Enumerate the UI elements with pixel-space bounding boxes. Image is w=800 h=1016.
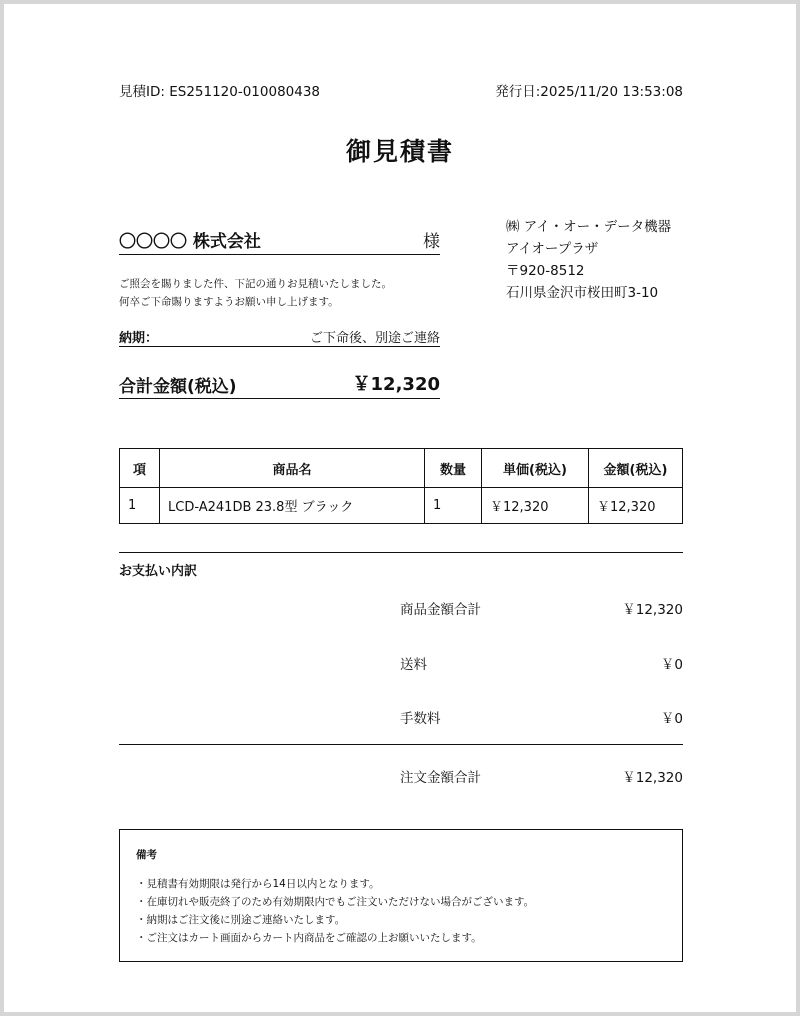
table-header-row	[120, 449, 683, 488]
greeting-line: 何卒ご下命賜りますようお願い申し上げます。	[119, 296, 339, 308]
col-header-index: 項	[120, 449, 160, 488]
customer-honorific: 様	[423, 232, 440, 252]
items-table	[119, 448, 683, 524]
seller-postal: 〒920-8512	[506, 263, 585, 279]
delivery-value: ご下命後、別途ご連絡	[309, 331, 440, 346]
payment-bottom-divider	[119, 744, 683, 745]
document-title: 御見積書	[345, 137, 454, 166]
table-row	[120, 488, 683, 524]
note-item: ・在庫切れや販売終了のため有効期限内でもご注文いただけない場合がございます。	[136, 896, 535, 908]
estimate-id: 見積ID: ES251120-010080438	[119, 84, 321, 100]
seller-store: アイオープラザ	[506, 241, 599, 257]
seller-info	[506, 216, 671, 304]
total-amount-value: ￥12,320	[352, 374, 440, 395]
payment-top-divider	[119, 552, 683, 553]
order-total-label: 注文金額合計	[400, 770, 481, 786]
col-header-unit-price: 単価(税込)	[482, 449, 589, 488]
payment-subtotal-value: ￥12,320	[622, 602, 683, 618]
payment-fee-value: ￥0	[660, 711, 683, 727]
note-item: ・見積書有効期限は発行から14日以内となります。	[136, 878, 380, 890]
estimate-document	[4, 4, 796, 1012]
seller-company: ㈱ アイ・オー・データ機器	[506, 219, 672, 235]
seller-address: 石川県金沢市桜田町3-10	[506, 285, 659, 301]
cell-product: LCD-A241DB 23.8型 ブラック	[160, 488, 425, 524]
payment-section-label: お支払い内訳	[119, 564, 198, 579]
col-header-amount: 金額(税込)	[589, 449, 683, 488]
notes-list	[136, 875, 534, 947]
cell-amount: ￥12,320	[589, 488, 683, 524]
cell-unit-price: ￥12,320	[482, 488, 589, 524]
delivery-label: 納期：	[119, 331, 159, 346]
payment-shipping-label: 送料	[400, 657, 427, 673]
greeting-line: ご照会を賜りました件、下記の通りお見積いたしました。	[119, 278, 392, 290]
cell-quantity: 1	[425, 488, 482, 524]
note-item: ・ご注文はカート画面からカート内商品をご確認の上お願いいたします。	[136, 932, 482, 944]
col-header-quantity: 数量	[425, 449, 482, 488]
delivery-row	[119, 324, 440, 347]
greeting-text	[119, 275, 392, 311]
order-total-value: ￥12,320	[622, 770, 683, 786]
issue-date: 発行日:2025/11/20 13:53:08	[495, 84, 683, 100]
notes-title: 備考	[136, 849, 157, 861]
total-amount-row	[119, 368, 440, 399]
total-amount-label: 合計金額(税込)	[119, 377, 237, 397]
notes-box	[119, 829, 683, 962]
payment-subtotal-label: 商品金額合計	[400, 602, 481, 618]
payment-fee-label: 手数料	[400, 711, 441, 727]
customer-name: 〇〇〇〇 株式会社	[119, 232, 261, 252]
cell-index: 1	[120, 488, 160, 524]
note-item: ・納期はご注文後に別途ご連絡いたします。	[136, 914, 346, 926]
customer-block	[119, 223, 440, 255]
payment-shipping-value: ￥0	[660, 657, 683, 673]
col-header-product: 商品名	[160, 449, 425, 488]
